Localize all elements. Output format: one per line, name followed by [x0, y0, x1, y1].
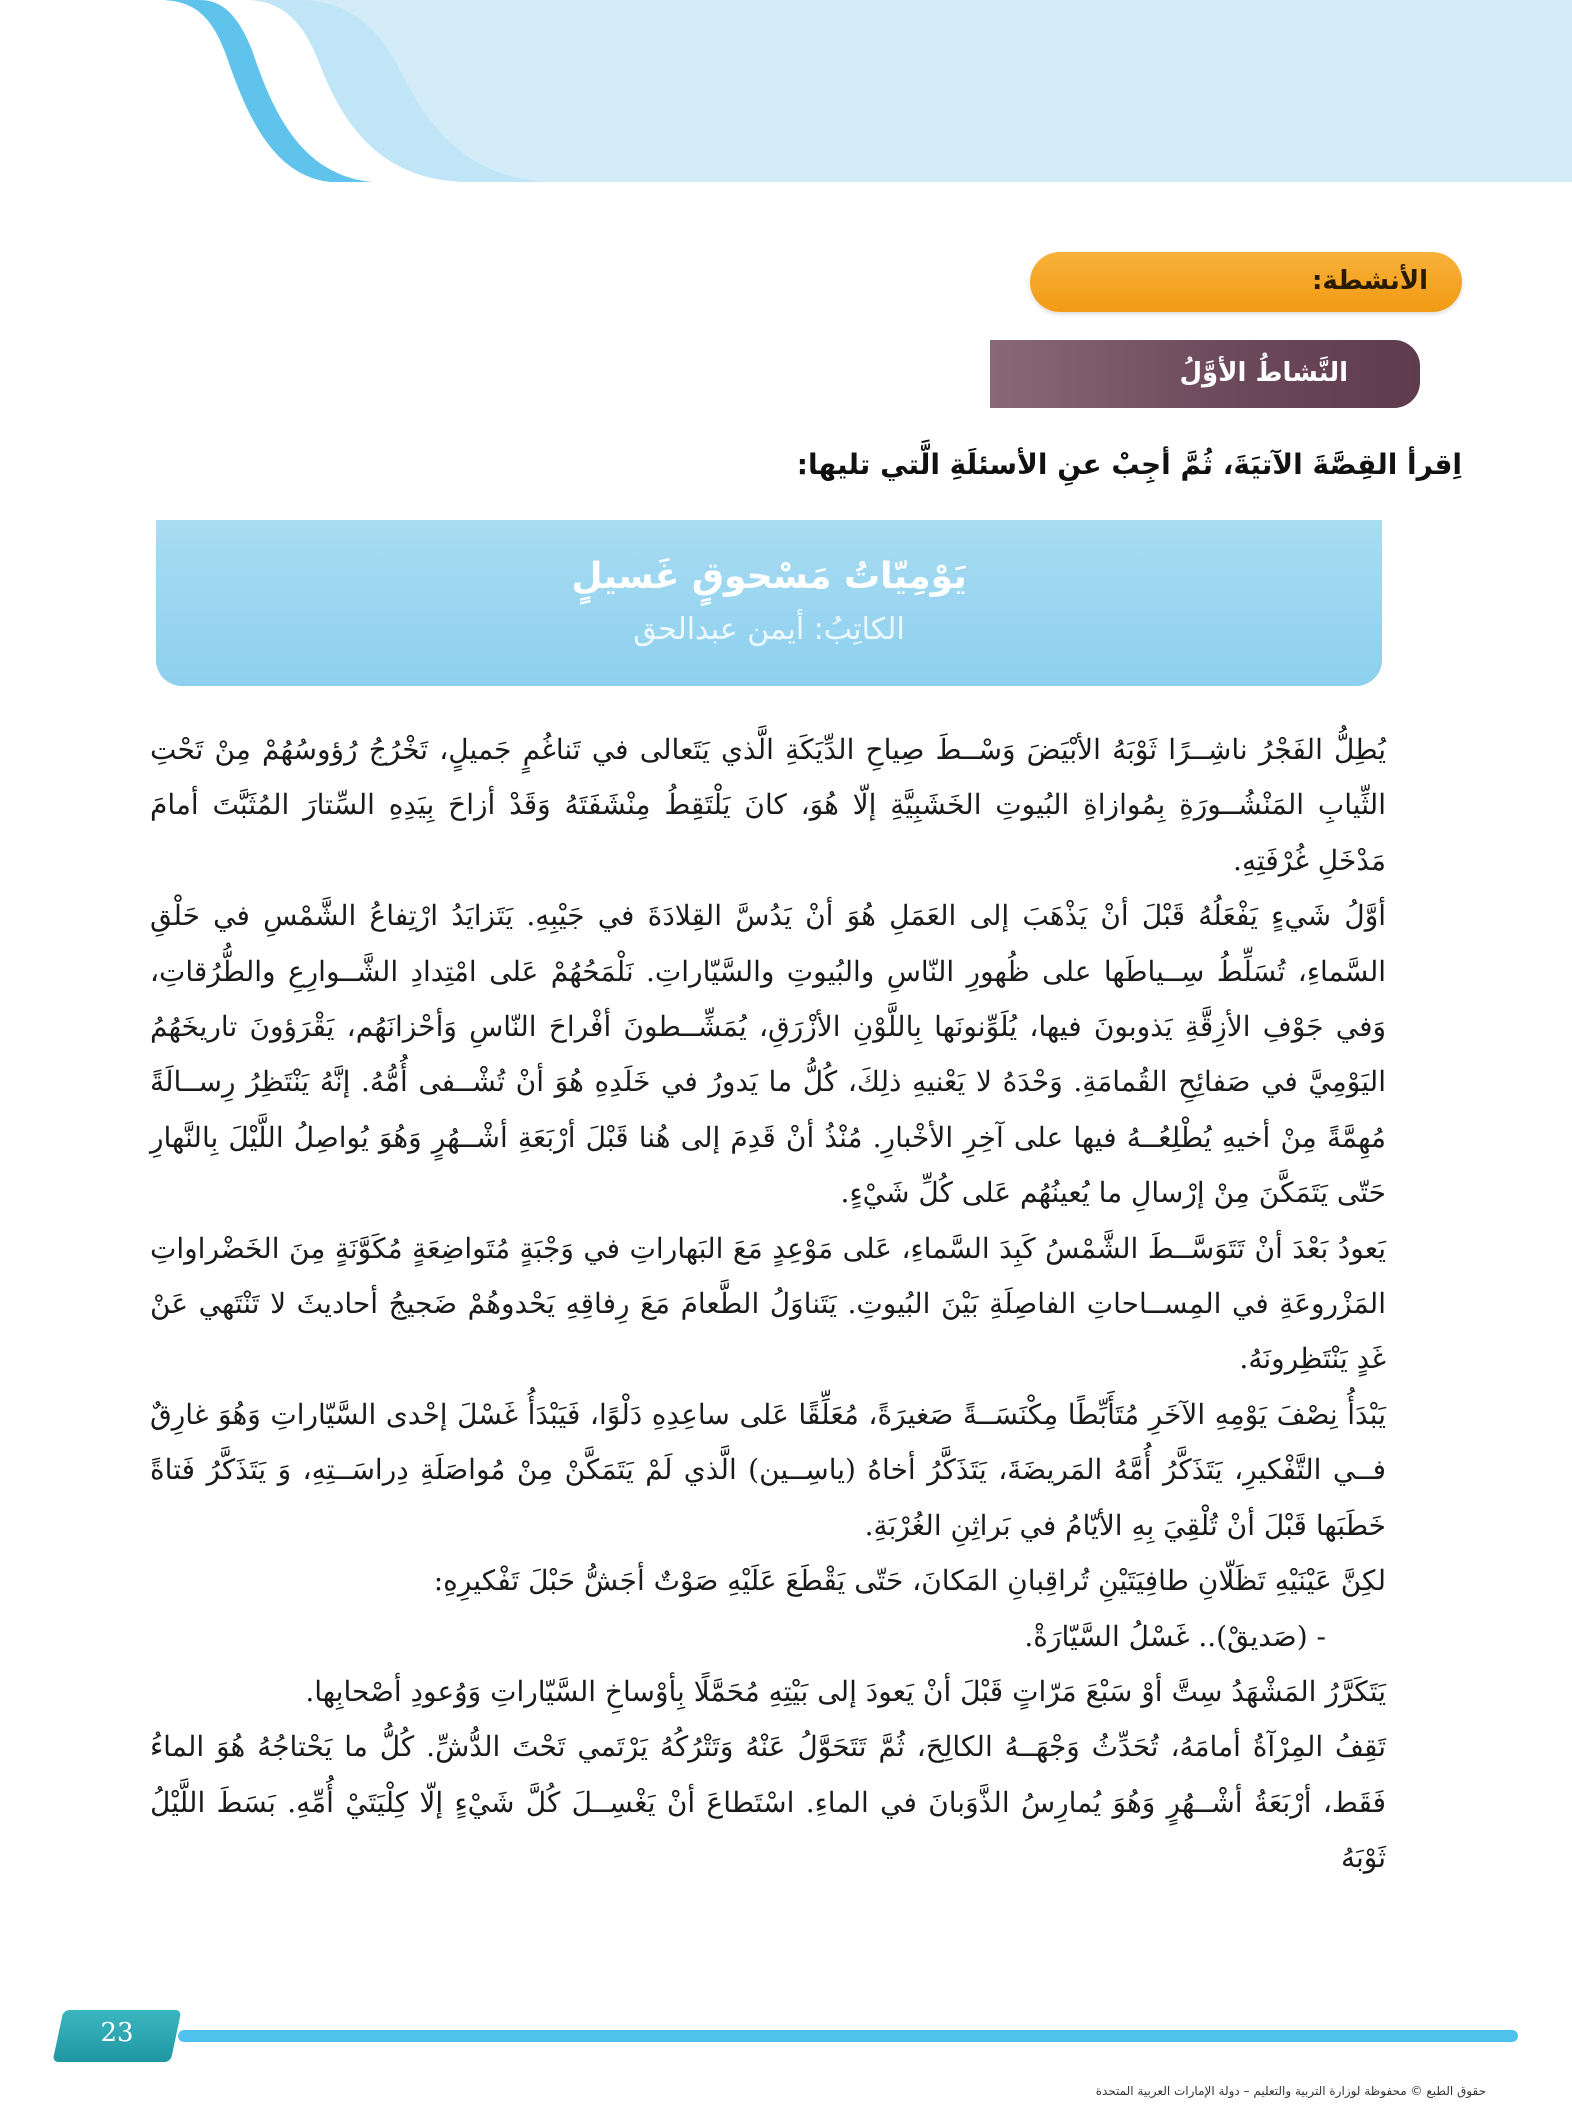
- story-paragraph: يُطِلُّ الفَجْرُ ناشِــرًا ثَوْبَهُ الأبْيَضَ وَسْــطَ صِياحِ الدِّيَكَةِ الَّذي يَتَعالى في تَناغُمٍ جَميلٍ، تَخْرُجُ رُؤوسُهُمْ مِنْ تَحْتِ الثِّيابِ المَنْشُــورَةِ بِمُوازاةِ البُيوتِ الخَشَبِيَّةِ إلّا هُوَ، كانَ يَلْتَقِطُ مِنْشَفَتَهُ وَقَدْ أزاحَ بِيَدِهِ السِّتارَ المُثَبَّتَ أمامَ مَدْخَلِ غُرْفَتِهِ.: [150, 733, 1386, 877]
- story-paragraph: لكِنَّ عَيْنَيْهِ تَظَلّانِ طافِيَتَيْنِ تُراقِبانِ المَكانَ، حَتّى يَقْطَعَ عَلَيْهِ صَوْتٌ أجَشُّ حَبْلَ تَفْكيرِهِ:: [433, 1564, 1386, 1598]
- activities-label: الأنشطة:: [1312, 266, 1428, 296]
- story-body: [150, 722, 1386, 1886]
- header-wave-decoration: [0, 0, 1572, 230]
- story-paragraph: يَتَكَرَّرُ المَشْهَدُ سِتَّ أوْ سَبْعَ مَرّاتٍ قَبْلَ أنْ يَعودَ إلى بَيْتِهِ مُحَمَّلًا بِأوْساخِ السَّيّاراتِ وَوُعودِ أصْحابِها.: [305, 1674, 1386, 1708]
- footer-bar: [178, 2030, 1518, 2042]
- story-dialogue-line: - (صَديقْ).. غَسْلُ السَّيّارَةْ.: [1024, 1619, 1326, 1653]
- instruction-text: اِقرأ القِصَّةَ الآتيَةَ، ثُمَّ أجِبْ عنِ الأسئلَةِ الَّتي تليها:: [796, 448, 1462, 481]
- story-paragraph: تَقِفُ المِرْآةُ أمامَهُ، تُحَدِّثُ وَجْهَــهُ الكالِحَ، ثُمَّ تَتَحَوَّلُ عَنْهُ وَتَتْرُكُهُ يَرْتَمي تَحْتَ الدُّشِّ. كُلُّ ما يَحْتاجُهُ هُوَ الماءُ فَقَط، أرْبَعَةُ أشْــهُرٍ وَهُوَ يُمارِسُ الذَّوَبانَ في الماءِ. اسْتَطاعَ أنْ يَغْسِــلَ كُلَّ شَيْءٍ إلّا كِلْيَتَيْ أُمِّهِ. بَسَطَ اللَّيْلُ ثَوْبَهُ: [150, 1730, 1386, 1875]
- activity-one-tab: [990, 340, 1420, 408]
- page-number: 23: [100, 2018, 134, 2048]
- activities-heading: [1030, 252, 1462, 312]
- copyright-notice: حقوق الطبع © محفوظة لوزارة التربية والتعليم – دولة الإمارات العربية المتحدة: [1095, 2084, 1486, 2098]
- story-paragraph: أوَّلُ شَيءٍ يَفْعَلُهُ قَبْلَ أنْ يَذْهَبَ إلى العَمَلِ هُوَ أنْ يَدُسَّ القِلادَةَ في جَيْبِهِ. يَتَزايَدُ ارْتِفاعُ الشَّمْسِ في حَلْقِ السَّماءِ، تُسَلِّطُ سِــياطَها على ظُهورِ النّاسِ والبُيوتِ والسَّيّاراتِ. نَلْمَحُهُمْ عَلى امْتِدادِ الشَّــوارِعِ والطُّرُقاتِ، وَفي جَوْفِ الأزِقَّةِ يَذوبونَ فيها، يُلَوِّنونَها بِاللَّوْنِ الأزْرَقِ، يُمَشِّــطونَ أفْراحَ النّاسِ وَأحْزانَهُم، يَقْرَؤونَ تاريخَهُمُ اليَوْمِيَّ في صَفائِحِ القُمامَةِ. وَحْدَهُ لا يَعْنيهِ ذلِكَ، كُلُّ ما يَدورُ في خَلَدِهِ هُوَ أنْ تُشْــفى أُمُّهُ. إنَّهُ يَنْتَظِرُ رِســالَةً مُهِمَّةً مِنْ أخيهِ يُطْلِعُــهُ فيها على آخِرِ الأخْبارِ. مُنْذُ أنْ قَدِمَ إلى هُنا قَبْلَ أرْبَعَةِ أشْــهُرٍ وَهُوَ يُواصِلُ اللَّيْلَ بِالنَّهارِ حَتّى يَتَمَكَّنَ مِنْ إرْسالِ ما يُعينُهُم عَلى كُلِّ شَيْءٍ.: [150, 899, 1386, 1210]
- story-title: يَوْمِيّاتُ مَسْحوقٍ غَسيلٍ: [571, 556, 967, 597]
- story-title-box: [156, 520, 1382, 686]
- story-paragraph: يَبْدَأُ نِصْفَ يَوْمِهِ الآخَرِ مُتَأَبِّطًا مِكْنَسَــةً صَغيرَةً، مُعَلِّقًا عَلى ساعِدِهِ دَلْوًا، فَيَبْدَأُ غَسْلَ إحْدى السَّيّاراتِ وَهُوَ غارِقٌ فــي التَّفْكيرِ، يَتَذَكَّرُ أُمَّهُ المَريضَةَ، يَتَذَكَّرُ أخاهُ (ياسِــين) الَّذي لَمْ يَتَمَكَّنْ مِنْ مُواصَلَةِ دِراسَــتِهِ، وَ يَتَذَكَّرُ فَتاةً خَطَبَها قَبْلَ أنْ تُلْقِيَ بِهِ الأيّامُ في بَراثِنِ الغُرْبَةِ.: [150, 1397, 1386, 1542]
- story-author: الكاتِبُ: أيمن عبدالحق: [633, 612, 905, 647]
- activity-one-label: النَّشاطُ الأوَّلُ: [1179, 358, 1348, 388]
- story-paragraph: يَعودُ بَعْدَ أنْ تَتَوَسَّــطَ الشَّمْسُ كَبِدَ السَّماءِ، عَلى مَوْعِدٍ مَعَ البَهاراتِ في وَجْبَةٍ مُتَواضِعَةٍ مُكَوَّنَةٍ مِنَ الخَضْراواتِ المَزْروعَةِ في المِســاحاتِ الفاصِلَةِ بَيْنَ البُيوتِ. يَتَناوَلُ الطَّعامَ مَعَ رِفاقِهِ يَحْدوهُمْ ضَجيجُ أحاديثَ لا تَنْتَهي عَنْ غَدٍ يَنْتَظِرونَهُ.: [150, 1231, 1386, 1376]
